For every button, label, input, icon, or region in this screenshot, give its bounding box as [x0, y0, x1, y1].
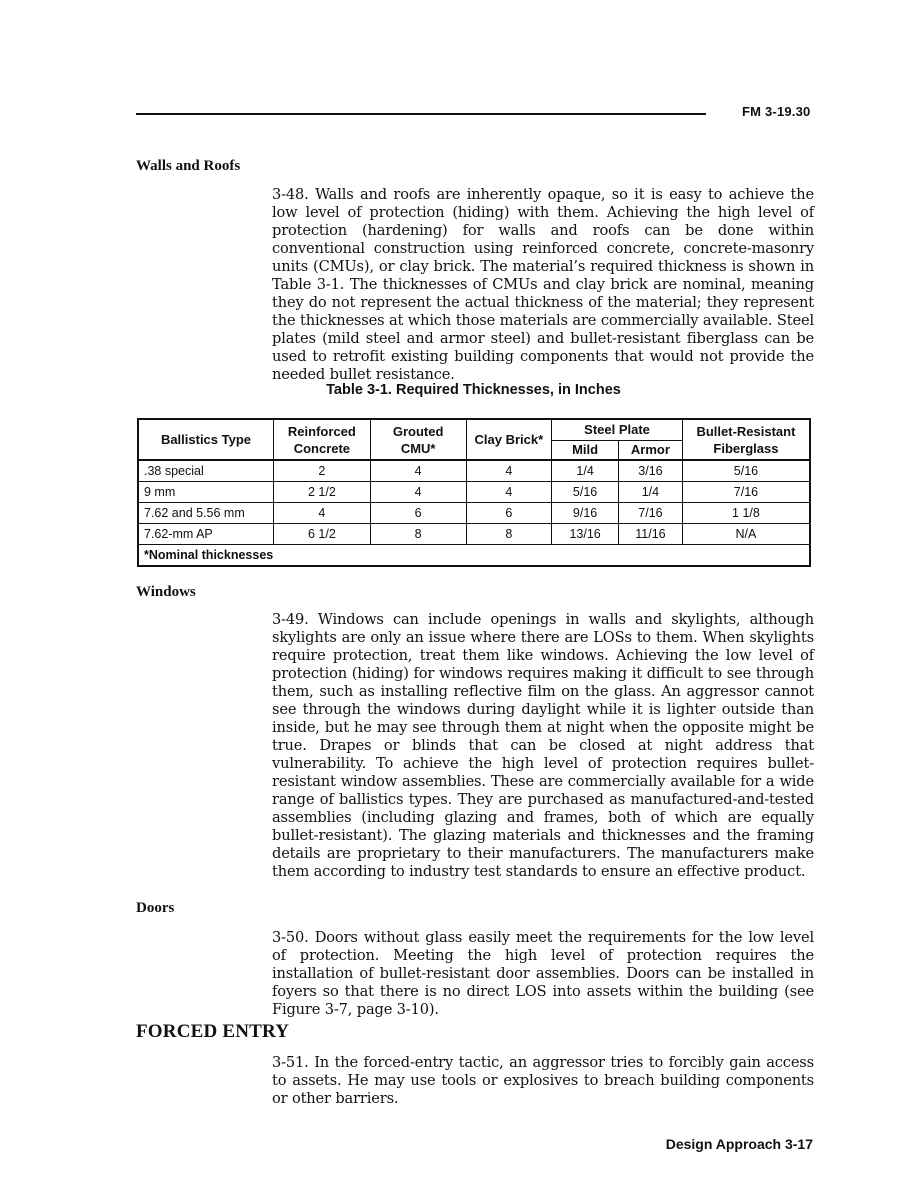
table-row	[138, 503, 810, 524]
table-row	[138, 482, 810, 503]
table-cell: 5/16	[552, 482, 619, 503]
table-row	[138, 524, 810, 545]
table-row	[138, 460, 810, 482]
table-cell: 8	[466, 524, 552, 545]
header-mild: Mild	[552, 440, 619, 460]
heading-doors: Doors	[136, 900, 175, 916]
table-cell: 1/4	[552, 460, 619, 482]
paragraph-3-51: 3-51. In the forced-entry tactic, an aggressor tries to forcibly gain access to assets. He may use tools or explosives to breach building components or other barriers.	[272, 1054, 814, 1107]
paragraph-3-49: 3-49. Windows can include openings in walls and skylights, although skylights are only an issue where there are LOSs to them. When skylights require protection, treat them like windows. Achieving the low level of protection (hiding) for windows requires making it difficult to see through them, such as installing reflective film on the glass. An aggressor cannot see through the windows during daylight while it is lighter outside than inside, but he may see through them at night when the opposite might be true. Drapes or blinds that can be closed at night address that vulnerability. To achieve the high level of protection requires bullet-resistant window assemblies. These are commercially available for a wide range of ballistics types. They are purchased as manufactured-and-tested assemblies (including glazing and frames, both of which are equally bullet-resistant). The glazing materials and thicknesses and the framing details are proprietary to their manufacturers. The manufacturers make them according to industry test standards to ensure an effective product.	[272, 611, 814, 880]
header-fiberglass: Bullet-Resistant Fiberglass	[682, 419, 810, 460]
paragraph-3-48: 3-48. Walls and roofs are inherently opaque, so it is easy to achieve the low level of protection (hiding) with them. Achieving the high level of protection (hardening) for walls and roofs can be done within conventional construction using reinforced concrete, concrete-masonry units (CMUs), or clay brick. The material’s required thickness is shown in Table 3-1. The thicknesses of CMUs and clay brick are nominal, meaning they do not represent the actual thickness of the material; they represent the thicknesses at which those materials are commercially available. Steel plates (mild steel and armor steel) and bullet-resistant fiberglass can be used to retrofit existing building components that would not provide the needed bullet resistance.	[272, 186, 814, 383]
table-cell: 7/16	[682, 482, 810, 503]
table-cell: 9 mm	[138, 482, 273, 503]
table-cell: 6	[466, 503, 552, 524]
table-cell: N/A	[682, 524, 810, 545]
table-cell: 13/16	[552, 524, 619, 545]
thickness-table	[137, 418, 811, 567]
header-ballistics-type: Ballistics Type	[138, 419, 273, 460]
table-cell: 2 1/2	[273, 482, 370, 503]
page-footer: Design Approach 3-17	[665, 1136, 813, 1152]
table-cell: 7/16	[619, 503, 683, 524]
heading-walls-and-roofs: Walls and Roofs	[136, 158, 241, 174]
table-footnote: *Nominal thicknesses	[138, 545, 810, 567]
heading-forced-entry: FORCED ENTRY	[136, 1021, 290, 1042]
table-cell: 2	[273, 460, 370, 482]
table-cell: 4	[370, 460, 466, 482]
table-cell: 5/16	[682, 460, 810, 482]
header-steel-plate: Steel Plate	[552, 419, 683, 440]
table-cell: 9/16	[552, 503, 619, 524]
document-id: FM 3-19.30	[742, 104, 811, 119]
table-cell: 3/16	[619, 460, 683, 482]
header-clay-brick: Clay Brick*	[466, 419, 552, 460]
table-cell: 4	[370, 482, 466, 503]
header-rule	[136, 113, 706, 115]
table-cell: 1/4	[619, 482, 683, 503]
header-reinforced-concrete: Reinforced Concrete	[273, 419, 370, 460]
table-footnote-row	[138, 545, 810, 567]
header-armor: Armor	[619, 440, 683, 460]
table-cell: 1 1/8	[682, 503, 810, 524]
table-cell: 7.62-mm AP	[138, 524, 273, 545]
header-grouted-cmu: Grouted CMU*	[370, 419, 466, 460]
table-cell: 4	[466, 460, 552, 482]
table-title: Table 3-1. Required Thicknesses, in Inches	[326, 382, 621, 398]
paragraph-3-50: 3-50. Doors without glass easily meet the requirements for the low level of protection. Meeting the high level of protection requires the installation of bullet-resistant door assemblies. Doors can be installed in foyers so that there is no direct LOS into assets within the building (see Figure 3-7, page 3-10).	[272, 929, 814, 1018]
table-cell: 11/16	[619, 524, 683, 545]
heading-windows: Windows	[136, 584, 196, 600]
table-cell: .38 special	[138, 460, 273, 482]
table-cell: 8	[370, 524, 466, 545]
table-cell: 4	[273, 503, 370, 524]
table-cell: 6	[370, 503, 466, 524]
table-cell: 4	[466, 482, 552, 503]
table-cell: 6 1/2	[273, 524, 370, 545]
table-cell: 7.62 and 5.56 mm	[138, 503, 273, 524]
